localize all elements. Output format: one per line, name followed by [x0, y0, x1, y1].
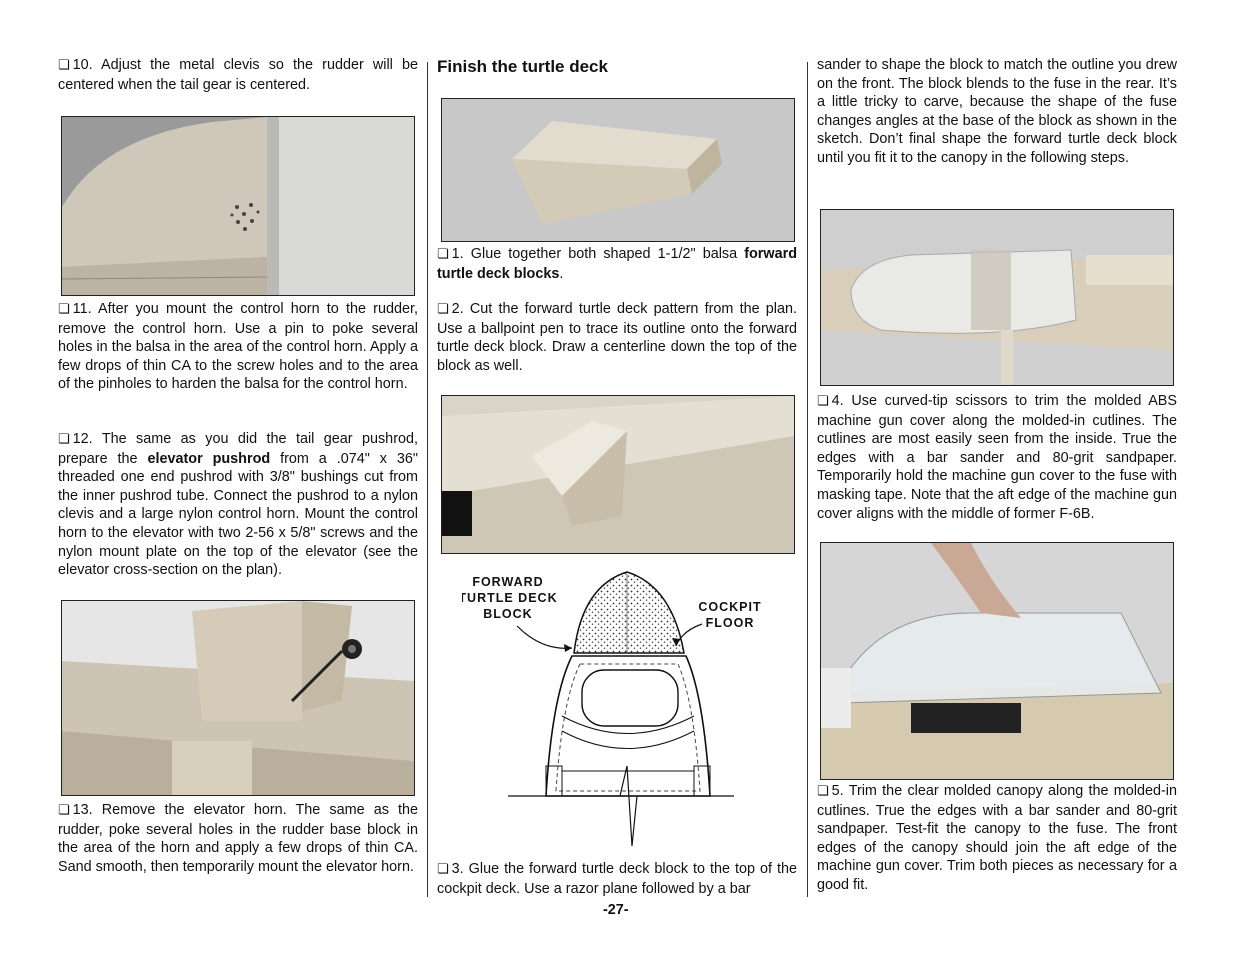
photo-rudder-top: [61, 116, 415, 296]
photo-canopy: [820, 542, 1174, 780]
turtle-step-1-text: ❏ 1. Glue together both shaped 1-1/2" balsa forward turtle deck blocks.: [437, 246, 797, 282]
column-divider-right: [807, 62, 808, 897]
checkbox-icon[interactable]: ❏: [817, 394, 829, 409]
turtle-step-5-text: ❏ 5. Trim the clear molded canopy along the molded-in cutlines. True the edges with a bar sander and 80-grit sandpaper. Test-fit the canopy to the fuse. The front edges of the canopy should join the aft edge of the machine gun cover. Trim both pieces as necessary for a good fit.: [817, 783, 1177, 893]
turtle-step-3-text: ❏ 3. Glue the forward turtle deck block to the top of the cockpit deck. Use a razor plane followed by a bar: [437, 861, 798, 897]
turtle-step-4-text: ❏ 4. Use curved-tip scissors to trim the molded ABS machine gun cover along the molded-in cutlines. The cutlines are most easily seen from the inside. True the edges with a bar sander and 80-grit sandpaper. Temporarily hold the machine gun cover to the fuse with masking tape. Note that the aft edge of the machine gun cover aligns with the middle of former F-6B.: [817, 393, 1178, 522]
checkbox-icon[interactable]: ❏: [58, 803, 70, 818]
checkbox-icon[interactable]: ❏: [58, 432, 70, 447]
label-block: BLOCK: [483, 607, 533, 621]
checkbox-icon[interactable]: ❏: [58, 58, 70, 73]
label-floor: FLOOR: [705, 616, 755, 630]
column-divider-left: [427, 62, 428, 897]
label-forward: FORWARD: [472, 575, 544, 589]
checkbox-icon[interactable]: ❏: [437, 247, 449, 262]
turtle-step-3-continued: sander to shape the block to match the outline you drew on the front. The block blends to the fuse in the rear. It’s a little tricky to carve, because the shape of the fuse changes angles at the base of the block as shown in the sketch. Don’t final shape the forward turtle deck block until you fit it to the canopy in the following steps.: [817, 57, 1177, 166]
photo-machine-gun-cover: [820, 209, 1174, 386]
turtle-deck-diagram: [462, 566, 778, 851]
page-number: -27-: [603, 902, 629, 918]
checkbox-icon[interactable]: ❏: [437, 862, 449, 877]
checkbox-icon[interactable]: ❏: [58, 302, 70, 317]
label-cockpit: COCKPIT: [698, 600, 762, 614]
checkbox-icon[interactable]: ❏: [437, 302, 449, 317]
step-12-text: ❏ 12. The same as you did the tail gear pushrod, prepare the elevator pushrod from a .074" x 36" threaded one end pushrod with 3/8" bushings cut from the inner pushrod tube. Connect the pushrod to a nylon clevis and a large nylon control horn. Mount the control horn to the elevator with two 2-56 x 5/8" screws and the nylon mount plate on the top of the elevator (see the elevator cross-section on the plan).: [58, 431, 419, 579]
photo-turtle-deck-block: [441, 98, 795, 242]
checkbox-icon[interactable]: ❏: [817, 784, 829, 799]
photo-elevator-horn: [61, 600, 415, 796]
section-heading: Finish the turtle deck: [437, 57, 608, 76]
step-13-text: ❏ 13. Remove the elevator horn. The same as the rudder, poke several holes in the rudder base block in the area of the horn and apply a few drops of thin CA. Sand smooth, then temporarily mount the elevator horn.: [58, 802, 418, 875]
turtle-step-2-text: ❏ 2. Cut the forward turtle deck pattern from the plan. Use a ballpoint pen to trace its outline onto the forward turtle deck block. Draw a centerline down the top of the block as well.: [437, 301, 797, 374]
step-10-text: ❏ 10. Adjust the metal clevis so the rudder will be centered when the tail gear is centered.: [58, 57, 418, 93]
label-turtle-deck: TURTLE DECK: [462, 591, 558, 605]
step-11-text: ❏ 11. After you mount the control horn to the rudder, remove the control horn. Use a pin to poke several holes in the balsa in the area of the control horn. Apply a few drops of thin CA to the screw holes and to the area of the pinholes to harden the balsa for the control horn.: [58, 301, 418, 393]
photo-block-on-fuse: [441, 395, 795, 554]
